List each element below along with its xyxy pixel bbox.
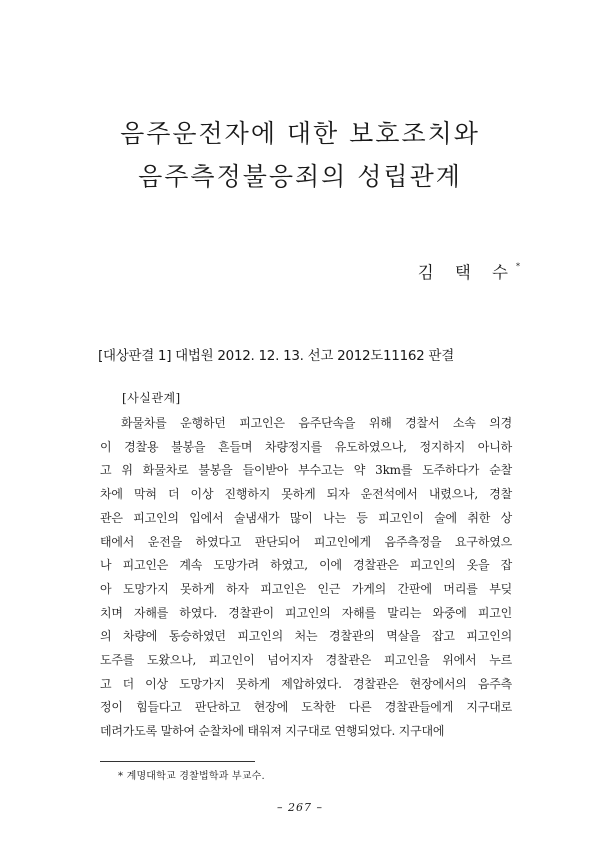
body-line: 의 차량에 동승하였던 피고인의 처는 경찰관의 멱살을 잡고 피고인의: [100, 629, 512, 644]
body-line: 화물차를 운행하던 피고인은 음주단속을 위해 경찰서 소속 의경: [121, 416, 512, 430]
body-line: 태에서 운전을 하였다고 판단되어 피고인에게 음주측정을 요구하였으: [100, 534, 512, 549]
body-line: 도주를 도왔으나, 피고인이 넘어지자 경찰관은 피고인을 위에서 누르: [100, 653, 512, 668]
body-text: [100, 412, 512, 744]
body-line: 고 위 화물차로 불봉을 들이받아 부수고는 약 3km를 도주하다가 순찰: [100, 463, 512, 478]
footnote: * 계명대학교 경찰법학과 부교수.: [118, 771, 265, 782]
body-line: 이 경찰용 불봉을 흔들며 차량정지를 유도하였으나, 정지하지 아니하: [100, 439, 512, 454]
body-line: 치며 자해를 하였다. 경찰관이 피고인의 자해를 말리는 와중에 피고인: [100, 605, 512, 620]
footnote-divider: [100, 761, 255, 762]
case-heading: [대상판결 1] 대법원 2012. 12. 13. 선고 2012도11162 판결: [98, 348, 454, 364]
page-title-line-2: 음주측정불응죄의 성립관계: [138, 162, 462, 191]
body-line: 고 더 이상 도망가지 못하게 제압하였다. 경찰관은 현장에서의 음주측: [100, 676, 512, 691]
body-line: 아 도망가지 못하게 하자 피고인은 인근 가게의 간판에 머리를 부딪: [100, 581, 512, 596]
author-byline: [418, 259, 520, 283]
body-line: 관은 피고인의 입에서 술냄새가 많이 나는 등 피고인이 술에 취한 상: [100, 510, 512, 525]
footnote-marker: *: [516, 262, 520, 271]
section-heading: [사실관계]: [122, 391, 181, 405]
body-line: 차에 막혀 더 이상 진행하지 못하게 되자 운전석에서 내렸으나, 경찰: [100, 487, 512, 502]
author-name: 김 택 수: [417, 263, 516, 282]
body-line: 데려가도록 말하여 순찰차에 태워져 지구대로 연행되었다. 지구대에: [100, 724, 445, 739]
page-number: – 267 –: [277, 801, 323, 814]
body-line: 나 피고인은 계속 도망가려 하였고, 이에 경찰관은 피고인의 옷을 잡: [100, 558, 512, 573]
page-title-line-1: 음주운전자에 대한 보호조치와: [120, 119, 480, 148]
body-line: 정이 힘들다고 판단하고 현장에 도착한 다른 경찰관들에게 지구대로: [100, 700, 512, 715]
